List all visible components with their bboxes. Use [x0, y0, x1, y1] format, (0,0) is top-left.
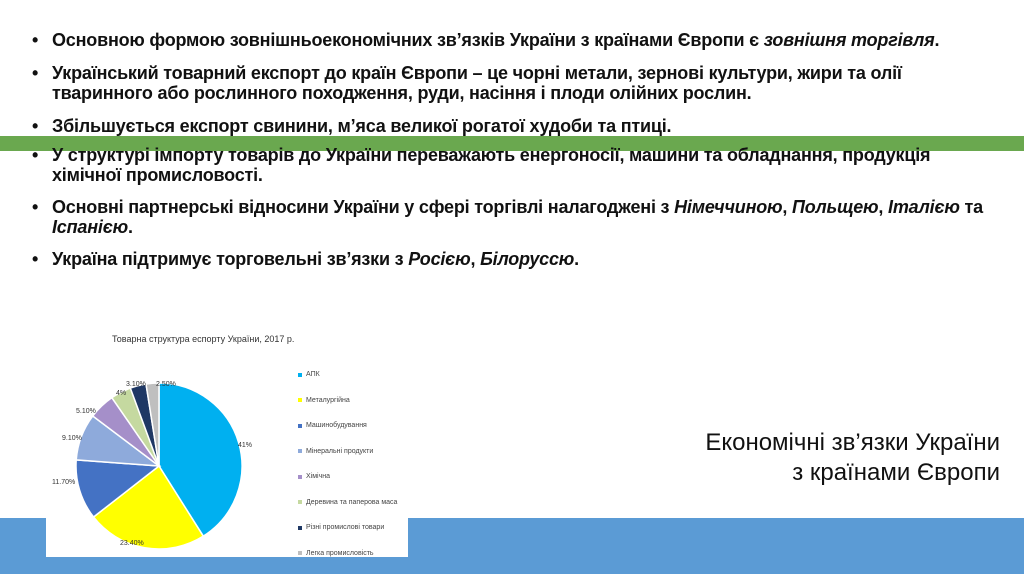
legend-swatch-icon [298, 398, 302, 402]
bullet-icon: • [32, 249, 39, 269]
chart-legend [298, 362, 397, 566]
bullet-icon: • [32, 197, 39, 217]
slice-label: 2.50% [156, 381, 176, 388]
legend-label: Різні промислові товари [306, 524, 385, 532]
bullet-item: • У структурі імпорту товарів до України переважають енергоносії, машини та обладнання, продукція хімічної промисловості. [32, 145, 931, 185]
slide-title-line1: Економічні зв’язки України [705, 429, 1000, 456]
slice-label: 5.10% [76, 408, 96, 415]
slice-label: 23.40% [120, 540, 144, 547]
slide-title [705, 428, 1000, 488]
legend-label: Металургійна [306, 396, 350, 404]
legend-item [298, 413, 397, 439]
slide-title-line2: з країнами Європи [792, 459, 1000, 486]
legend-label: Легка промисловість [306, 549, 374, 557]
legend-swatch-icon [298, 424, 302, 428]
chart-title: Товарна структура еспорту України, 2017 р. [112, 334, 295, 344]
bullet-item: • Збільшується експорт свинини, м’яса великої рогатої худоби та птиці. [32, 116, 672, 136]
bullet-icon: • [32, 116, 39, 136]
export-structure-chart [46, 322, 408, 557]
legend-swatch-icon [298, 500, 302, 504]
bullet-item: • Основні партнерські відносини України у сфері торгівлі налагоджені з Німеччиною, Польщею, Італією та Іспанією. [32, 197, 983, 237]
legend-label: Мінеральні продукти [306, 447, 374, 455]
legend-label: Машинобудування [306, 422, 367, 430]
bullet-list [30, 30, 990, 269]
legend-item [298, 388, 397, 414]
legend-swatch-icon [298, 551, 302, 555]
legend-item [298, 464, 397, 490]
bullet-item: • Україна підтримує торговельні зв’язки з Росією, Білоруссю. [32, 249, 579, 269]
bullet-icon: • [32, 145, 39, 165]
bullet-item: • Український товарний експорт до країн Європи – це чорні метали, зернові культури, жири та олії тваринного або рослинного походження, руди, насіння і плоди олійних рослин. [32, 63, 902, 103]
legend-label: Хімічна [306, 473, 330, 481]
slice-label: 41% [238, 442, 253, 449]
legend-swatch-icon [298, 526, 302, 530]
bullet-item: • Основною формою зовнішньоекономічних зв’язків України з країнами Європи є зовнішня торгівля. [32, 30, 940, 50]
legend-item [298, 515, 397, 541]
legend-label: Деревина та паперова маса [306, 498, 398, 506]
slice-label: 9.10% [62, 435, 82, 442]
slice-label: 3.10% [126, 381, 146, 388]
legend-swatch-icon [298, 449, 302, 453]
bullet-icon: • [32, 30, 39, 50]
legend-swatch-icon [298, 373, 302, 377]
legend-item [298, 541, 397, 567]
slice-label: 4% [116, 390, 127, 397]
legend-item [298, 490, 397, 516]
slice-label: 11.70% [52, 479, 76, 486]
legend-item [298, 439, 397, 465]
legend-item [298, 362, 397, 388]
legend-swatch-icon [298, 475, 302, 479]
bullet-icon: • [32, 63, 39, 83]
legend-label: АПК [306, 371, 320, 379]
